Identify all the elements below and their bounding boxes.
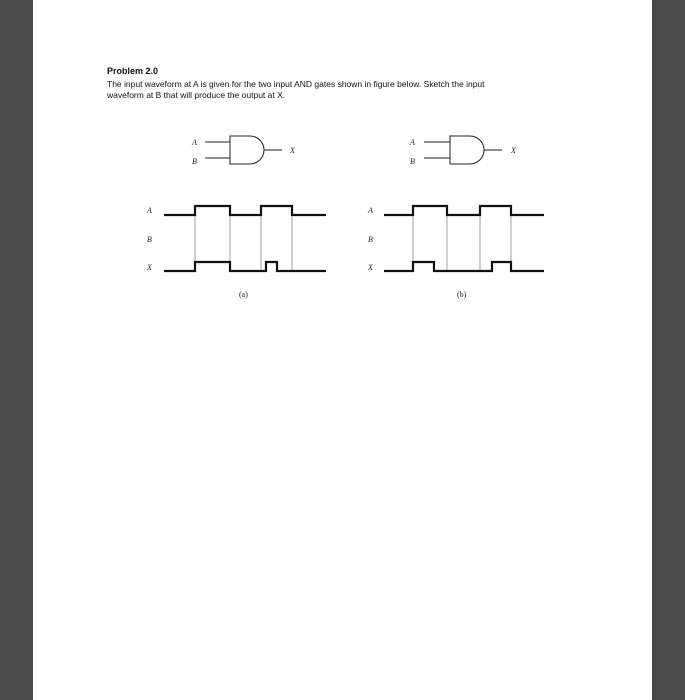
problem-text-line-1: The input waveform at A is given for the two input AND gates shown in figure below. Sketch the input (107, 79, 485, 89)
waveforms-a (164, 206, 326, 272)
figure-a-caption: (a) (239, 290, 248, 299)
gate-a-label-a: A (192, 138, 197, 147)
and-gate-a (205, 136, 282, 164)
waveforms-b (384, 206, 544, 272)
gate-a-label-b: B (192, 157, 197, 166)
wave-b-label-x: X (368, 263, 373, 272)
figure-b-caption: (b) (457, 290, 467, 299)
and-gate-b (424, 136, 502, 164)
gate-a-label-x: X (290, 146, 295, 155)
gate-b-label-x: X (511, 146, 516, 155)
problem-text-line-2: waveform at B that will produce the output at X. (107, 90, 286, 100)
waveform-b-output-x (384, 262, 544, 271)
problem-title: Problem 2.0 (107, 66, 159, 76)
wave-a-label-x: X (147, 263, 152, 272)
and-gate-b-body (450, 136, 484, 164)
waveform-a-input-a (164, 206, 326, 215)
and-gate-a-body (230, 136, 264, 164)
wave-b-label-b: B (368, 235, 373, 244)
gate-b-label-b: B (410, 157, 415, 166)
wave-a-label-b: B (147, 235, 152, 244)
waveform-a-output-x (164, 262, 326, 271)
gate-b-label-a: A (410, 138, 415, 147)
waveform-b-input-a (384, 206, 544, 215)
wave-b-label-a: A (368, 206, 373, 215)
wave-a-label-a: A (147, 206, 152, 215)
